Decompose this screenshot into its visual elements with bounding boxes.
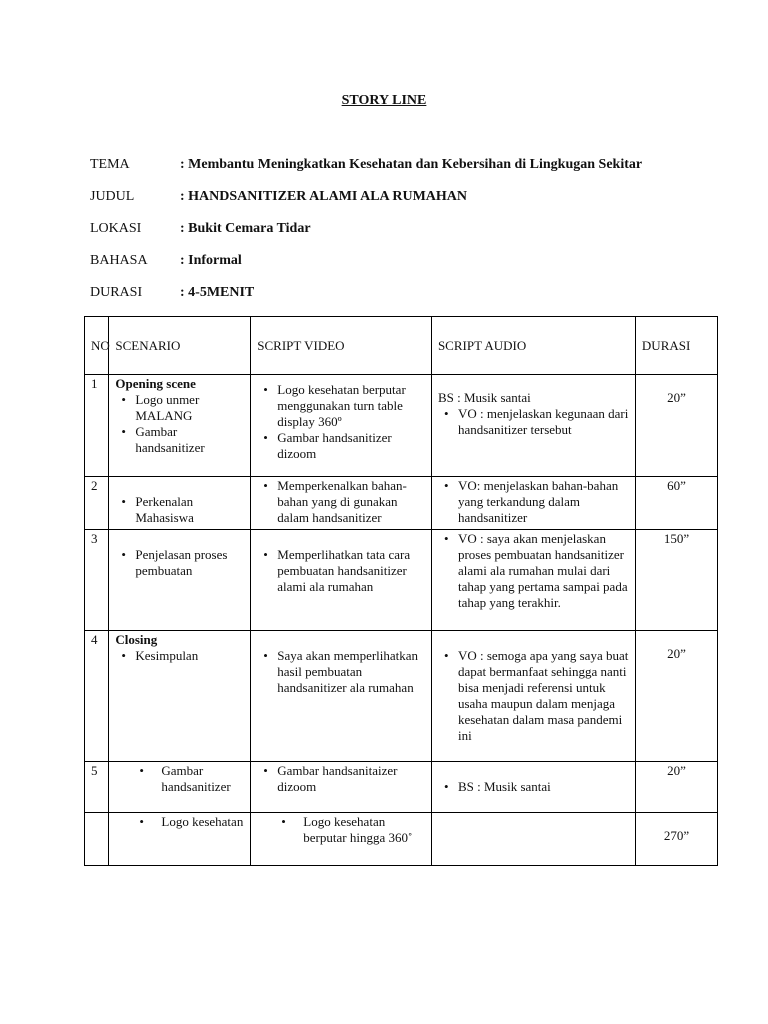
meta-value: : Informal bbox=[180, 253, 242, 268]
video-list bbox=[257, 763, 425, 795]
list-item: • Gambar handsanitizer bbox=[161, 763, 244, 795]
list-item: • Memperkenalkan bahan-bahan yang di gunakan dalam handsanitizer bbox=[277, 478, 425, 526]
cell-script-video bbox=[251, 375, 432, 477]
table-row bbox=[85, 375, 718, 477]
meta-tema bbox=[90, 157, 642, 173]
header-script-audio: SCRIPT AUDIO bbox=[431, 317, 635, 375]
cell-script-video bbox=[251, 477, 432, 530]
meta-key: DURASI bbox=[90, 285, 143, 300]
meta-value: : Membantu Meningkatkan Kesehatan dan Kebersihan di Lingkugan Sekitar bbox=[180, 157, 643, 172]
table-row bbox=[85, 477, 718, 530]
cell-scenario bbox=[109, 631, 251, 762]
list-item: • Memperlihatkan tata cara pembuatan handsanitizer alami ala rumahan bbox=[277, 547, 425, 595]
cell-script-video bbox=[251, 813, 432, 866]
list-item: • Kesimpulan bbox=[135, 648, 244, 664]
list-item: • Logo kesehatan berputar menggunakan turn table display 360º bbox=[277, 382, 425, 430]
audio-list bbox=[438, 648, 629, 744]
meta-key: LOKASI bbox=[90, 221, 142, 236]
scenario-list bbox=[115, 814, 244, 830]
durasi-value: 20” bbox=[667, 646, 686, 661]
video-list bbox=[257, 814, 425, 846]
cell-script-video bbox=[251, 530, 432, 631]
audio-list bbox=[438, 406, 629, 438]
cell-script-audio bbox=[431, 477, 635, 530]
meta-value: : 4-5MENIT bbox=[180, 285, 255, 300]
header-script-video: SCRIPT VIDEO bbox=[251, 317, 432, 375]
audio-heading: BS : Musik santai bbox=[437, 390, 531, 405]
cell-scenario bbox=[109, 375, 251, 477]
cell-script-audio bbox=[431, 375, 635, 477]
meta-key: JUDUL bbox=[90, 189, 135, 204]
list-item: • Perkenalan Mahasiswa bbox=[135, 494, 244, 526]
durasi-value: 20” bbox=[667, 390, 686, 405]
list-item: • VO: menjelaskan bahan-bahan yang terkandung dalam handsanitizer bbox=[458, 478, 629, 526]
cell-durasi bbox=[635, 477, 717, 530]
list-item: • Logo unmer MALANG bbox=[135, 392, 244, 424]
header-scenario: SCENARIO bbox=[109, 317, 251, 375]
scenario-heading: Opening scene bbox=[115, 376, 196, 391]
video-list bbox=[257, 478, 425, 526]
list-item: • Gambar handsanitizer dizoom bbox=[277, 430, 425, 462]
durasi-value: 20” bbox=[667, 763, 686, 778]
cell-durasi bbox=[635, 631, 717, 762]
meta-bahasa bbox=[90, 253, 242, 269]
cell-script-audio bbox=[431, 631, 635, 762]
list-item: • Gambar handsanitizer bbox=[135, 424, 244, 456]
audio-list bbox=[438, 531, 629, 611]
list-item: • VO : semoga apa yang saya buat dapat bermanfaat sehingga nanti bisa menjadi referensi untuk usaha maupun dalam menjaga kesehatan dalam masa pandemi ini bbox=[458, 648, 629, 744]
cell-no: 1 bbox=[85, 375, 109, 477]
scenario-list bbox=[115, 648, 244, 664]
list-item: • Saya akan memperlihatkan hasil pembuatan handsanitizer ala rumahan bbox=[277, 648, 425, 696]
list-item: • Gambar handsanitaizer dizoom bbox=[277, 763, 425, 795]
cell-scenario bbox=[109, 530, 251, 631]
cell-durasi bbox=[635, 762, 717, 813]
table-row bbox=[85, 762, 718, 813]
cell-script-audio bbox=[431, 813, 635, 866]
meta-key: BAHASA bbox=[90, 253, 148, 268]
cell-no: 4 bbox=[85, 631, 109, 762]
table-row bbox=[85, 631, 718, 762]
meta-value: : HANDSANITIZER ALAMI ALA RUMAHAN bbox=[180, 189, 468, 204]
cell-script-video bbox=[251, 762, 432, 813]
meta-lokasi bbox=[90, 221, 311, 237]
scenario-list bbox=[115, 547, 244, 579]
header-no: NO bbox=[85, 317, 109, 375]
cell-durasi bbox=[635, 530, 717, 631]
cell-durasi bbox=[635, 375, 717, 477]
cell-scenario bbox=[109, 477, 251, 530]
durasi-value: 150” bbox=[663, 531, 690, 546]
video-list bbox=[257, 547, 425, 595]
cell-no bbox=[85, 813, 109, 866]
cell-no: 3 bbox=[85, 530, 109, 631]
cell-scenario bbox=[109, 762, 251, 813]
list-item: • Logo kesehatan bbox=[161, 814, 244, 830]
cell-script-audio bbox=[431, 530, 635, 631]
list-item: • VO : menjelaskan kegunaan dari handsanitizer tersebut bbox=[458, 406, 629, 438]
scenario-list bbox=[115, 392, 244, 456]
audio-list bbox=[438, 478, 629, 526]
cell-script-audio bbox=[431, 762, 635, 813]
table-row bbox=[85, 530, 718, 631]
video-list bbox=[257, 648, 425, 696]
meta-judul bbox=[90, 189, 467, 205]
table-header-row bbox=[85, 317, 718, 375]
scenario-heading: Closing bbox=[115, 632, 158, 647]
storyline-table bbox=[84, 316, 718, 866]
list-item: • BS : Musik santai bbox=[458, 779, 629, 795]
meta-durasi bbox=[90, 285, 254, 301]
meta-key: TEMA bbox=[90, 157, 130, 172]
durasi-value: 270” bbox=[663, 828, 690, 843]
list-item: • Penjelasan proses pembuatan bbox=[135, 547, 244, 579]
audio-list bbox=[438, 779, 629, 795]
header-durasi: DURASI bbox=[635, 317, 717, 375]
durasi-value: 60” bbox=[667, 478, 686, 493]
cell-no: 2 bbox=[85, 477, 109, 530]
meta-value: : Bukit Cemara Tidar bbox=[180, 221, 311, 236]
cell-no: 5 bbox=[85, 762, 109, 813]
scenario-list bbox=[115, 763, 244, 795]
list-item: • VO : saya akan menjelaskan proses pembuatan handsanitizer alami ala rumahan mulai dari tahap yang pertama sampai pada tahap yang terakhir. bbox=[458, 531, 629, 611]
cell-script-video bbox=[251, 631, 432, 762]
video-list bbox=[257, 382, 425, 462]
cell-scenario bbox=[109, 813, 251, 866]
document-title: STORY LINE bbox=[341, 93, 427, 108]
scenario-list bbox=[115, 494, 244, 526]
table-row bbox=[85, 813, 718, 866]
cell-durasi bbox=[635, 813, 717, 866]
list-item: • Logo kesehatan berputar hingga 360˚ bbox=[303, 814, 425, 846]
